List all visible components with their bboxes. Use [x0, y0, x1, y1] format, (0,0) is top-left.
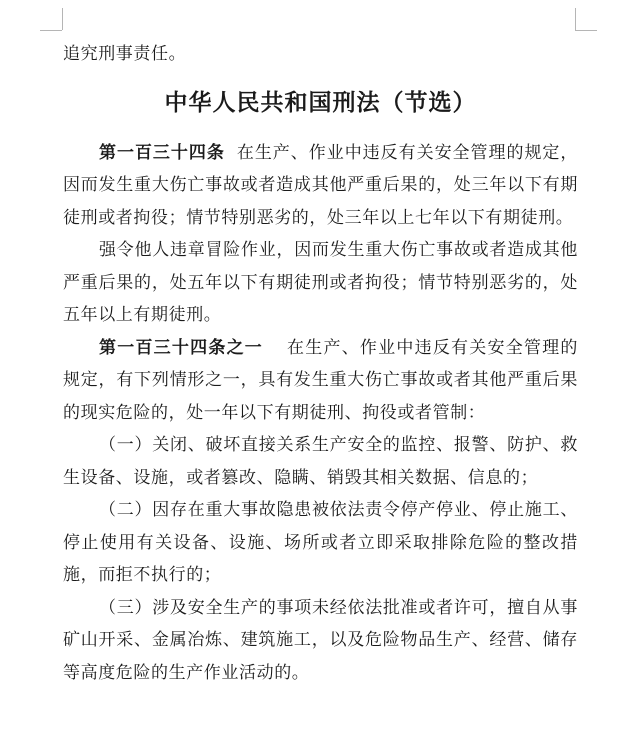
clause-item-2: （二）因存在重大事故隐患被依法责令停产停业、停止施工、停止使用有关设备、设施、场所或者立即采取排除危险的整改措施，而拒不执行的；: [63, 500, 578, 585]
article-134-heading: 第一百三十四条: [99, 142, 225, 163]
article-134-1-heading: 第一百三十四条之一: [99, 337, 264, 358]
article-134-1: [63, 332, 578, 430]
crop-mark-top-left-vertical: [62, 8, 63, 30]
document-page[interactable]: [63, 38, 578, 689]
crop-mark-top-left-horizontal: [40, 30, 62, 31]
article-134-paragraph-2: 强令他人违章冒险作业，因而发生重大伤亡事故或者造成其他严重后果的，处五年以下有期徒刑或者拘役；情节特别恶劣的，处五年以上有期徒刑。: [63, 240, 578, 325]
carryover-line: 追究刑事责任。: [63, 44, 187, 64]
crop-mark-top-right-vertical: [575, 8, 576, 30]
article-134: [63, 137, 578, 235]
crop-mark-top-right-horizontal: [575, 30, 597, 31]
clause-item-3: （三）涉及安全生产的事项未经依法批准或者许可，擅自从事矿山开采、金属冶炼、建筑施工，以及危险物品生产、经营、储存等高度危险的生产作业活动的。: [63, 597, 578, 683]
article-134-1-body: 在生产、作业中违反有关安全管理的规定，有下列情形之一，具有发生重大伤亡事故或者其他严重后果的现实危险的，处一年以下有期徒刑、拘役或者管制：: [63, 337, 578, 423]
clause-item-1: （一）关闭、破坏直接关系生产安全的监控、报警、防护、救生设备、设施，或者篡改、隐瞒、销毁其相关数据、信息的；: [63, 435, 578, 488]
document-title: 中华人民共和国刑法（节选）: [164, 89, 477, 116]
article-134-body: 在生产、作业中违反有关安全管理的规定，因而发生重大伤亡事故或者造成其他严重后果的，处三年以下有期徒刑或者拘役；情节特别恶劣的，处三年以上七年以下有期徒刑。: [63, 142, 579, 228]
